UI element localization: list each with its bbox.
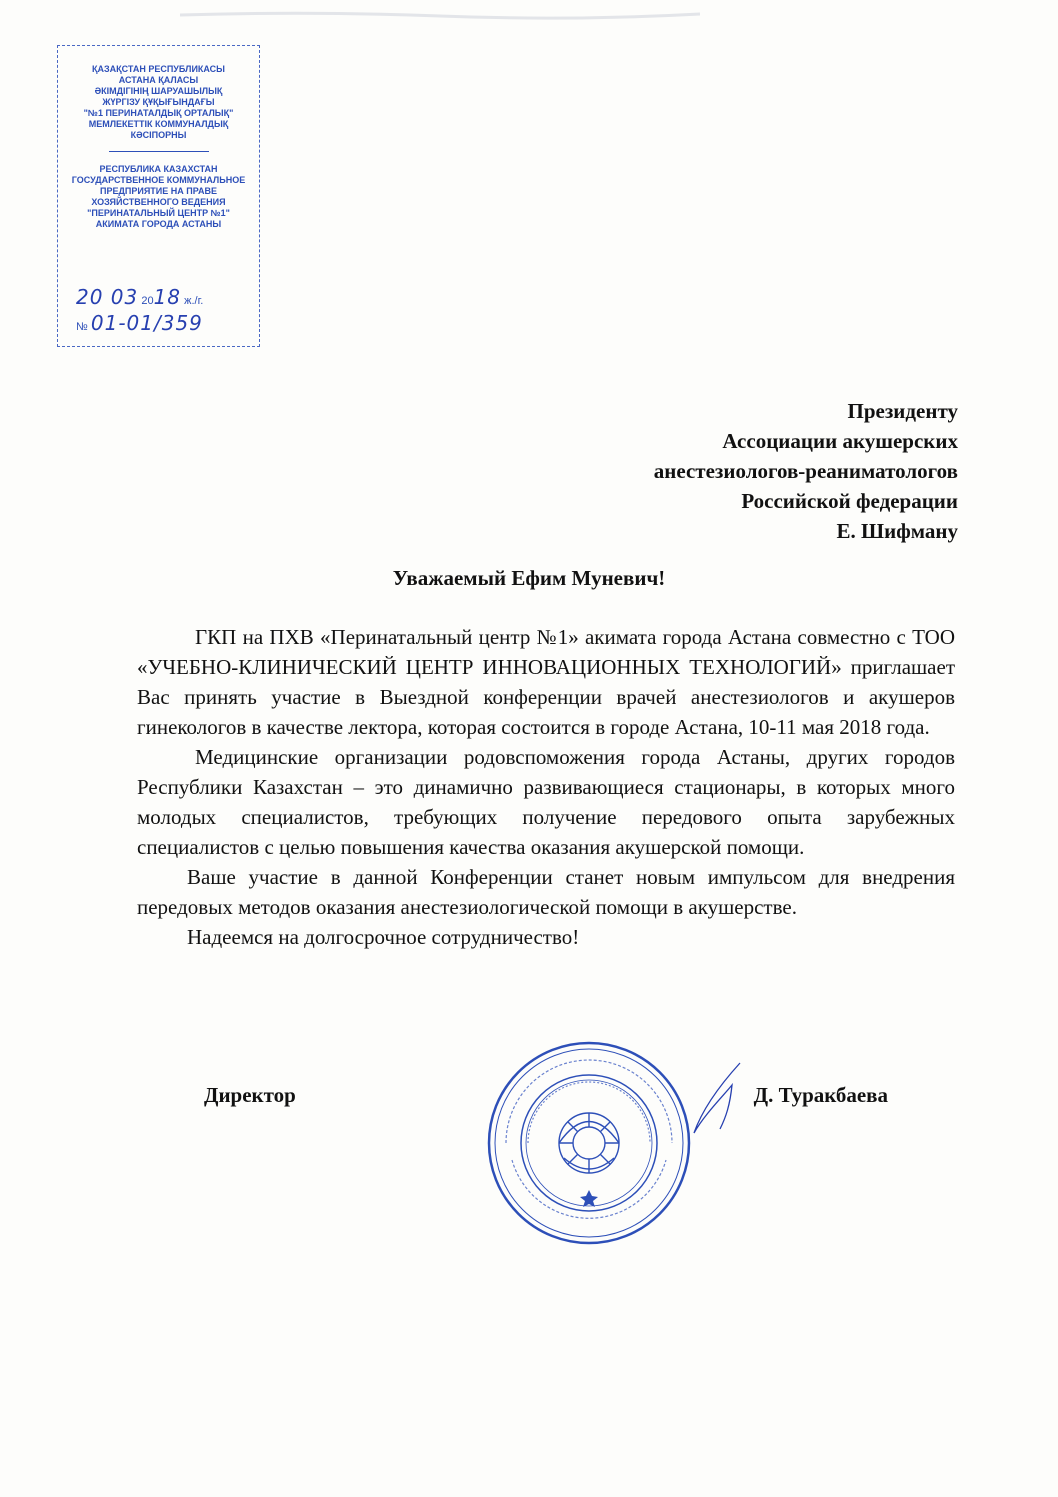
addressee-line: Ассоциации акушерских [722, 429, 958, 453]
paragraph: ГКП на ПХВ «Перинатальный центр №1» акимата города Астана совместно с ТОО «УЧЕБНО-КЛИНИЧЕСКИЙ ЦЕНТР ИННОВАЦИОННЫХ ТЕХНОЛОГИЙ» приглашает Вас принять участие в Выездной конференции врачей анестезиологов и акушеров гинекологов в качестве лектора, которая состоится в городе Астана, 10-11 мая 2018 года. [137, 625, 955, 739]
addressee-block [654, 396, 958, 546]
letterhead-line: АКИМАТА ГОРОДА АСТАНЫ [95, 219, 222, 229]
letterhead-line: ГОСУДАРСТВЕННОЕ КОММУНАЛЬНОЕ [71, 175, 246, 185]
addressee-line: Президенту [847, 399, 958, 423]
letterhead-divider [109, 151, 209, 152]
signatory-name: Д. Туракбаева [753, 1083, 888, 1107]
handwritten-signature [680, 1055, 760, 1145]
addressee-line: Е. Шифману [836, 519, 958, 543]
letterhead-line: АСТАНА ҚАЛАСЫ [118, 75, 199, 85]
letterhead-line: ХОЗЯЙСТВЕННОГО ВЕДЕНИЯ [91, 197, 226, 207]
letterhead-russian [64, 164, 253, 230]
date-year-prefix: 20 [141, 295, 154, 307]
letterhead-number [76, 311, 203, 335]
scan-artifact [180, 8, 700, 22]
letterhead-line: РЕСПУБЛИКА КАЗАХСТАН [99, 164, 218, 174]
addressee-line: Российской федерации [741, 489, 958, 513]
letterhead-kazakh [64, 64, 253, 141]
handwritten-number: 01-01/359 [90, 311, 203, 335]
number-prefix: № [76, 321, 88, 333]
letterhead-line: ҚАЗАҚСТАН РЕСПУБЛИКАСЫ [91, 64, 225, 74]
handwritten-date: 20 03 [76, 285, 139, 309]
letterhead-date [76, 285, 204, 309]
addressee-line: анестезиологов-реаниматологов [653, 459, 958, 483]
salutation: Уважаемый Ефим Муневич! [392, 566, 666, 590]
paragraph: Медицинские организации родовспоможения города Астаны, других городов Республики Казахстан – это динамично развивающиеся стационары, в которых много молодых специалистов, требующих получение передового опыта зарубежных специалистов с целью повышения качества оказания акушерской помощи. [137, 745, 955, 859]
letterhead-line: КӘСІПОРНЫ [130, 130, 187, 140]
round-seal [486, 1040, 692, 1246]
letterhead-line: "№1 ПЕРИНАТАЛДЫҚ ОРТАЛЫҚ" [83, 108, 234, 118]
letterhead-line: ЖҮРГІЗУ ҚҰҚЫҒЫНДАҒЫ [102, 97, 215, 107]
paragraph: Ваше участие в данной Конференции станет новым импульсом для внедрения передовых методов оказания анестезиологической помощи в акушерстве. [137, 865, 955, 919]
paragraph: Надеемся на долгосрочное сотрудничество! [187, 925, 580, 949]
letterhead-line: МЕМЛЕКЕТТІК КОММУНАЛДЫҚ [88, 119, 229, 129]
letterhead-line: ПРЕДПРИЯТИЕ НА ПРАВЕ [100, 186, 217, 196]
letterhead-stamp [57, 45, 260, 347]
letterhead-line: ӘКІМДІГІНІҢ ШАРУАШЫЛЫҚ [94, 86, 223, 96]
letterhead-line: "ПЕРИНАТАЛЬНЫЙ ЦЕНТР №1" [87, 208, 230, 218]
letter-body [137, 622, 955, 952]
date-suffix: ж./г. [184, 295, 204, 307]
signatory-title: Директор [204, 1083, 296, 1107]
handwritten-year: 18 [153, 285, 182, 309]
